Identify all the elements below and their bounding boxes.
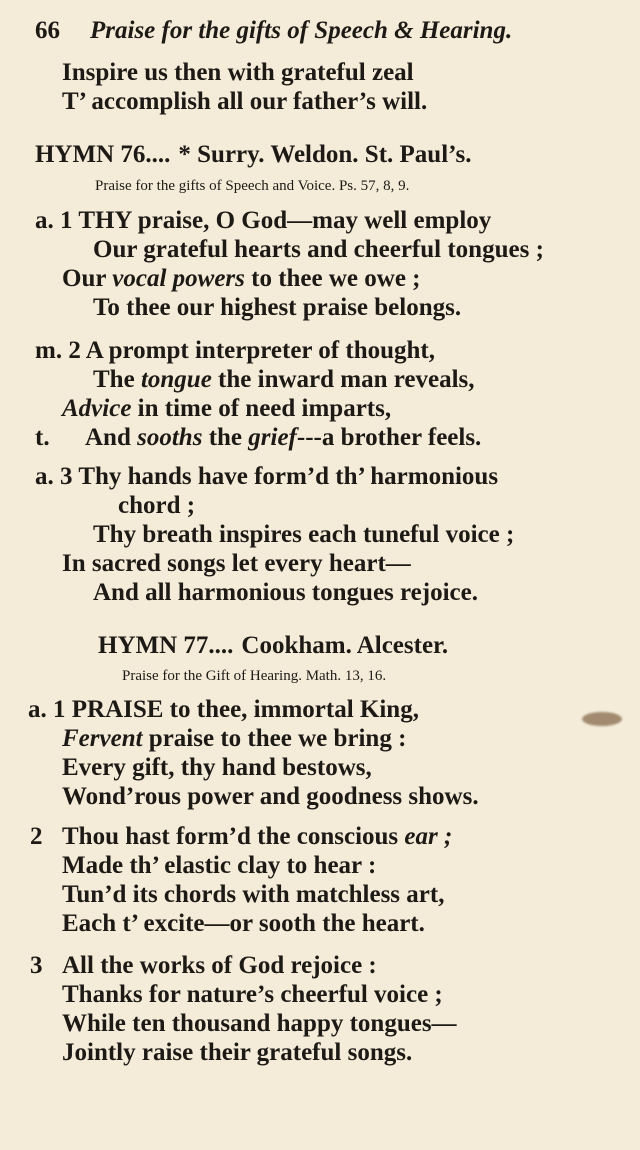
verse-line	[35, 336, 435, 366]
verse-emphasis: tongue	[140, 366, 212, 393]
verse-text: PRAISE to thee, immortal King,	[71, 696, 419, 723]
verse-text: to thee we owe ;	[244, 265, 421, 292]
verse-text: the	[202, 424, 249, 451]
verse-emphasis: sooths	[137, 424, 203, 451]
verse-line: Every gift, thy hand bestows,	[62, 754, 372, 781]
hymn-76-subtitle: Praise for the gifts of Speech and Voice. Ps. 57, 8, 9.	[95, 178, 410, 194]
verse-text: ---a brother feels.	[296, 424, 482, 451]
verse-line: Our grateful hearts and cheerful tongues ;	[93, 236, 544, 263]
verse-line	[35, 206, 491, 236]
verse-line	[62, 724, 406, 754]
verse-line: Inspire us then with grateful zeal	[62, 59, 414, 86]
verse-emphasis: Advice	[62, 395, 132, 422]
verse-text: Thou hast form’d the conscious	[62, 823, 405, 850]
verse-marker: a. 1	[28, 696, 66, 723]
verse-text: Our	[62, 265, 113, 292]
verse-line: Tun’d its chords with matchless art,	[62, 881, 445, 908]
verse-line	[30, 951, 377, 981]
verse-marker: 3	[30, 952, 43, 979]
hymn-76-tunes: * Surry. Weldon. St. Paul’s.	[178, 141, 472, 168]
verse-line	[35, 462, 498, 492]
page-title: Praise for the gifts of Speech & Hearing.	[90, 17, 513, 44]
running-header	[35, 16, 512, 46]
verse-line: Each t’ excite—or sooth the heart.	[62, 910, 425, 937]
hymn-77-heading	[98, 631, 448, 661]
verse-line	[28, 695, 419, 725]
hymn-76-heading	[35, 140, 472, 170]
hymn-77-subtitle: Praise for the Gift of Hearing. Math. 13, 16.	[122, 668, 387, 684]
verse-marker: m. 2	[35, 337, 81, 364]
verse-line: To thee our highest praise belongs.	[93, 294, 462, 321]
verse-line: In sacred songs let every heart—	[62, 550, 411, 577]
verse-emphasis: Fervent	[62, 725, 143, 752]
hymn-77-title: HYMN 77....	[98, 632, 234, 659]
verse-line	[93, 365, 475, 395]
verse-text: THY praise, O God—may well employ	[78, 207, 492, 234]
verse-line	[62, 264, 421, 294]
verse-emphasis: grief	[248, 424, 297, 451]
verse-text: And	[85, 424, 138, 451]
verse-line: Thanks for nature’s cheerful voice ;	[62, 981, 443, 1008]
verse-line: Thy breath inspires each tuneful voice ;	[93, 521, 515, 548]
verse-line: Jointly raise their grateful songs.	[62, 1039, 413, 1066]
verse-text: Thy hands have form’d th’ harmonious	[78, 463, 499, 490]
verse-marker: a. 1	[35, 207, 73, 234]
verse-text: praise to thee we bring :	[142, 725, 407, 752]
verse-line: Wond’rous power and goodness shows.	[62, 783, 479, 810]
verse-line: While ten thousand happy tongues—	[62, 1010, 457, 1037]
verse-marker: a. 3	[35, 463, 73, 490]
page-number: 66	[35, 17, 60, 44]
verse-line	[35, 423, 481, 453]
verse-marker: 2	[30, 823, 43, 850]
verse-text: in time of need imparts,	[131, 395, 392, 422]
verse-text: The	[93, 366, 141, 393]
hymn-76-title: HYMN 76....	[35, 141, 171, 168]
verse-marker: t.	[35, 424, 50, 451]
verse-line: chord ;	[118, 492, 196, 519]
verse-line	[30, 822, 452, 852]
verse-text: the inward man reveals,	[211, 366, 475, 393]
verse-emphasis: vocal powers	[112, 265, 245, 292]
hymn-77-tunes: Cookham. Alcester.	[241, 632, 449, 659]
verse-line: And all harmonious tongues rejoice.	[93, 579, 478, 606]
verse-line	[62, 394, 391, 424]
verse-line: Made th’ elastic clay to hear :	[62, 852, 377, 879]
verse-text: A prompt interpreter of thought,	[85, 337, 435, 364]
verse-emphasis: ear ;	[404, 823, 453, 850]
ink-blot	[582, 712, 622, 726]
verse-text: All the works of God rejoice :	[62, 952, 377, 979]
verse-line: T’ accomplish all our father’s will.	[62, 88, 428, 115]
